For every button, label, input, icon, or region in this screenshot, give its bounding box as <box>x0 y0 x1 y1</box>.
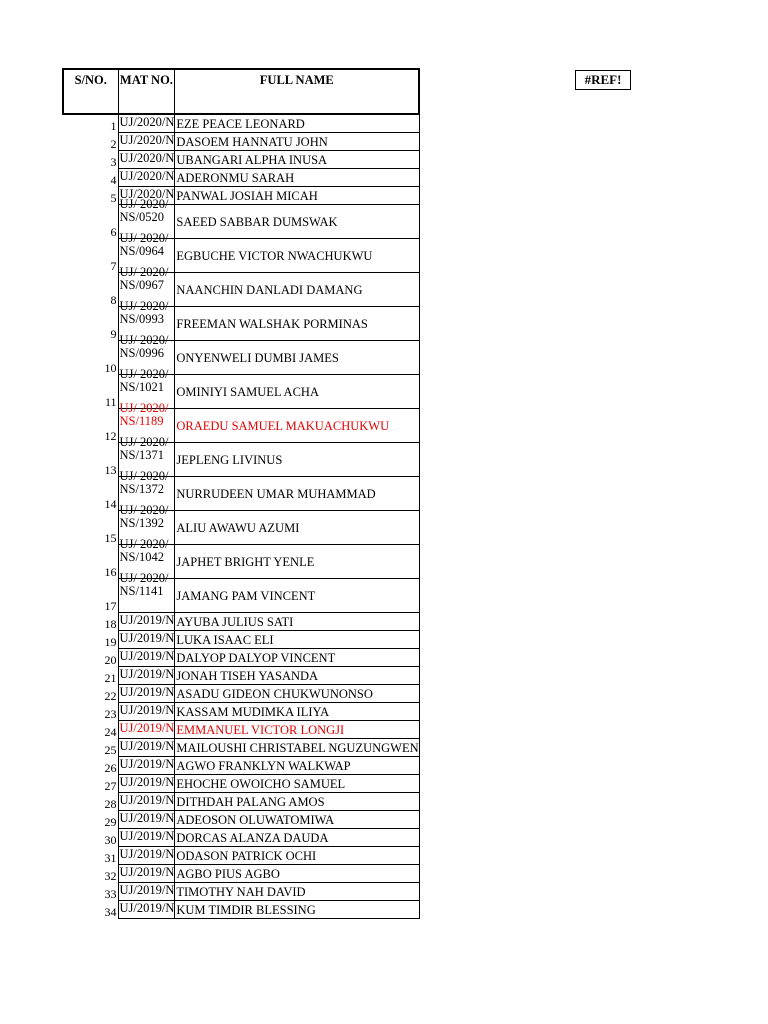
mat-no-cell[interactable] <box>118 739 175 757</box>
full-name-cell[interactable] <box>175 757 419 775</box>
header-row <box>63 69 419 114</box>
serial-number-cell[interactable]: 6 <box>110 224 117 239</box>
full-name-cell[interactable] <box>175 883 419 901</box>
serial-number-cell[interactable]: 32 <box>104 868 117 883</box>
mat-no-text: UJ/2019/N <box>119 793 175 807</box>
full-name-text: JAPHET BRIGHT YENLE <box>176 554 315 569</box>
ref-error-cell[interactable]: #REF! <box>575 70 631 90</box>
full-name-cell[interactable] <box>175 114 419 133</box>
mat-no-text: UJ/ 2020/ NS/1189 <box>119 401 169 428</box>
full-name-text: NURRUDEEN UMAR MUHAMMAD <box>176 486 376 501</box>
full-name-cell[interactable] <box>175 133 419 151</box>
full-name-text: UBANGARI ALPHA INUSA <box>176 152 328 167</box>
header-full-name[interactable]: FULL NAME <box>175 69 419 114</box>
full-name-cell[interactable] <box>175 847 419 865</box>
full-name-cell[interactable] <box>175 273 419 307</box>
mat-no-cell[interactable] <box>118 133 175 151</box>
full-name-cell[interactable] <box>175 667 419 685</box>
mat-no-cell[interactable] <box>118 631 175 649</box>
serial-number-cell[interactable]: 21 <box>104 670 117 685</box>
serial-number-cell[interactable]: 11 <box>104 394 117 409</box>
mat-no-cell[interactable] <box>118 757 175 775</box>
full-name-text: DITHDAH PALANG AMOS <box>176 794 325 809</box>
table-row <box>63 703 419 721</box>
full-name-text: JONAH TISEH YASANDA <box>176 668 319 683</box>
full-name-text: ONYENWELI DUMBI JAMES <box>176 350 339 365</box>
mat-no-text: UJ/2019/N <box>119 811 175 825</box>
mat-no-cell[interactable] <box>118 571 175 613</box>
full-name-text: DASOEM HANNATU JOHN <box>176 134 328 149</box>
mat-no-text: UJ/2019/N <box>119 757 175 771</box>
mat-no-cell[interactable] <box>118 847 175 865</box>
full-name-text: AGWO FRANKLYN WALKWAP <box>176 758 351 773</box>
full-name-cell[interactable] <box>175 187 419 205</box>
full-name-text: SAEED SABBAR DUMSWAK <box>176 214 338 229</box>
full-name-cell[interactable] <box>175 685 419 703</box>
serial-number-cell[interactable]: 18 <box>104 616 117 631</box>
serial-number-cell[interactable]: 10 <box>104 360 117 375</box>
full-name-text: NAANCHIN DANLADI DAMANG <box>176 282 363 297</box>
mat-no-cell[interactable] <box>118 865 175 883</box>
serial-number-cell[interactable]: 4 <box>110 172 117 187</box>
table-body <box>63 114 419 919</box>
serial-number-cell[interactable]: 20 <box>104 652 117 667</box>
mat-no-cell[interactable] <box>118 829 175 847</box>
full-name-cell[interactable] <box>175 901 419 919</box>
table-row <box>63 721 419 739</box>
full-name-text: ODASON PATRICK OCHI <box>176 848 317 863</box>
full-name-cell[interactable] <box>175 613 419 631</box>
mat-no-text: UJ/ 2020/ NS/0996 <box>119 333 169 360</box>
mat-no-cell[interactable] <box>118 114 175 133</box>
table-row <box>63 341 419 375</box>
full-name-cell[interactable] <box>175 307 419 341</box>
full-name-text: ORAEDU SAMUEL MAKUACHUKWU <box>176 418 390 433</box>
mat-no-cell[interactable] <box>118 649 175 667</box>
table-row <box>63 375 419 409</box>
full-name-text: LUKA ISAAC ELI <box>176 632 274 647</box>
table-row <box>63 811 419 829</box>
full-name-cell[interactable] <box>175 739 419 757</box>
mat-no-cell[interactable] <box>118 901 175 919</box>
full-name-cell[interactable] <box>175 793 419 811</box>
table-row <box>63 477 419 511</box>
serial-number-cell[interactable]: 26 <box>104 760 117 775</box>
full-name-cell[interactable] <box>175 239 419 273</box>
mat-no-cell[interactable] <box>118 667 175 685</box>
serial-number-cell[interactable]: 13 <box>104 462 117 477</box>
full-name-text: JAMANG PAM VINCENT <box>176 588 316 603</box>
mat-no-text: UJ/2019/N <box>119 685 175 699</box>
serial-number-cell[interactable]: 15 <box>104 530 117 545</box>
full-name-cell[interactable] <box>175 721 419 739</box>
full-name-cell[interactable] <box>175 169 419 187</box>
full-name-text: ALIU AWAWU AZUMI <box>176 520 300 535</box>
table-row <box>63 829 419 847</box>
header-mat-no[interactable]: MAT NO. <box>118 69 175 114</box>
full-name-cell[interactable] <box>175 775 419 793</box>
full-name-text: EGBUCHE VICTOR NWACHUKWU <box>176 248 373 263</box>
table-row <box>63 443 419 477</box>
serial-number-cell[interactable]: 1 <box>110 118 117 133</box>
serial-number-cell[interactable]: 28 <box>104 796 117 811</box>
full-name-text: TIMOTHY NAH DAVID <box>176 884 306 899</box>
mat-no-text: UJ/ 2020/ NS/0520 <box>119 197 169 224</box>
table-row <box>63 579 419 613</box>
full-name-cell[interactable] <box>175 631 419 649</box>
mat-no-cell[interactable] <box>118 151 175 169</box>
full-name-text: AYUBA JULIUS SATI <box>176 614 294 629</box>
mat-no-text: UJ/2019/N <box>119 829 175 843</box>
full-name-text: KUM TIMDIR BLESSING <box>176 902 316 917</box>
full-name-text: ADERONMU SARAH <box>176 170 295 185</box>
serial-number-cell[interactable]: 16 <box>104 564 117 579</box>
serial-number-cell[interactable]: 8 <box>110 292 117 307</box>
table-row <box>63 865 419 883</box>
mat-no-cell[interactable] <box>118 703 175 721</box>
table-row <box>63 133 419 151</box>
mat-no-text: UJ/2019/N <box>119 649 175 663</box>
table-row <box>63 151 419 169</box>
full-name-cell[interactable] <box>175 477 419 511</box>
table-row <box>63 114 419 133</box>
mat-no-cell[interactable] <box>118 685 175 703</box>
serial-number-cell[interactable]: 29 <box>104 814 117 829</box>
mat-no-text: UJ/ 2020/ NS/0967 <box>119 265 169 292</box>
table-row <box>63 511 419 545</box>
serial-number-cell[interactable]: 31 <box>104 850 117 865</box>
full-name-text: EMMANUEL VICTOR LONGJI <box>176 722 345 737</box>
mat-no-cell[interactable] <box>118 613 175 631</box>
full-name-text: MAILOUSHI CHRISTABEL NGUZUNGWEN <box>176 740 419 755</box>
full-name-cell[interactable] <box>175 151 419 169</box>
mat-no-text: UJ/2020/N <box>119 151 175 165</box>
table-row <box>63 205 419 239</box>
full-name-text: EZE PEACE LEONARD <box>176 116 305 131</box>
full-name-cell[interactable] <box>175 545 419 579</box>
mat-no-text: UJ/2020/N <box>119 187 175 201</box>
serial-number-cell[interactable]: 24 <box>104 724 117 739</box>
serial-number-cell[interactable]: 27 <box>104 778 117 793</box>
table-row <box>63 847 419 865</box>
serial-number-cell[interactable]: 2 <box>110 136 117 151</box>
full-name-cell[interactable] <box>175 205 419 239</box>
full-name-text: EHOCHE OWOICHO SAMUEL <box>176 776 346 791</box>
full-name-text: DALYOP DALYOP VINCENT <box>176 650 336 665</box>
serial-number-cell[interactable]: 34 <box>104 904 117 919</box>
table-row <box>63 775 419 793</box>
mat-no-text: UJ/ 2020/ NS/1372 <box>119 469 169 496</box>
full-name-cell[interactable] <box>175 511 419 545</box>
table-row <box>63 739 419 757</box>
full-name-text: KASSAM MUDIMKA ILIYA <box>176 704 330 719</box>
mat-no-text: UJ/ 2020/ NS/0993 <box>119 299 169 326</box>
mat-no-cell[interactable] <box>118 169 175 187</box>
mat-no-text: UJ/2019/N <box>119 739 175 753</box>
mat-no-text: UJ/2019/N <box>119 721 175 735</box>
mat-no-text: UJ/2019/N <box>119 631 175 645</box>
serial-number-cell[interactable]: 30 <box>104 832 117 847</box>
serial-number-cell[interactable]: 19 <box>104 634 117 649</box>
serial-number-cell[interactable]: 14 <box>104 496 117 511</box>
table-row <box>63 649 419 667</box>
table-row <box>63 793 419 811</box>
mat-no-cell[interactable] <box>118 883 175 901</box>
full-name-cell[interactable] <box>175 579 419 613</box>
full-name-cell[interactable] <box>175 443 419 477</box>
header-sn[interactable]: S/NO. <box>63 69 118 114</box>
full-name-cell[interactable] <box>175 811 419 829</box>
full-name-text: ADEOSON OLUWATOMIWA <box>176 812 335 827</box>
mat-no-text: UJ/ 2020/ NS/1392 <box>119 503 169 530</box>
mat-no-text: UJ/2020/N <box>119 133 175 147</box>
mat-no-text: UJ/2019/N <box>119 667 175 681</box>
full-name-text: DORCAS ALANZA DAUDA <box>176 830 329 845</box>
serial-number-cell[interactable]: 23 <box>104 706 117 721</box>
student-list-table <box>62 68 420 919</box>
full-name-text: JEPLENG LIVINUS <box>176 452 283 467</box>
table-row <box>63 757 419 775</box>
full-name-text: PANWAL JOSIAH MICAH <box>176 188 318 203</box>
serial-number-cell[interactable]: 33 <box>104 886 117 901</box>
mat-no-text: UJ/2019/N <box>119 613 175 627</box>
serial-number-cell[interactable]: 17 <box>104 598 117 613</box>
mat-no-text: UJ/2019/N <box>119 901 175 915</box>
full-name-text: ASADU GIDEON CHUKWUNONSO <box>176 686 373 701</box>
serial-number-cell[interactable]: 3 <box>110 154 117 169</box>
full-name-text: FREEMAN WALSHAK PORMINAS <box>176 316 368 331</box>
table-row <box>63 187 419 205</box>
mat-no-text: UJ/2019/N <box>119 703 175 717</box>
mat-no-cell[interactable] <box>118 811 175 829</box>
mat-no-text: UJ/2019/N <box>119 847 175 861</box>
serial-number-cell[interactable]: 5 <box>110 190 117 205</box>
mat-no-cell[interactable] <box>118 793 175 811</box>
mat-no-cell[interactable] <box>118 775 175 793</box>
mat-no-text: UJ/2020/N <box>119 169 175 183</box>
table-row <box>63 631 419 649</box>
full-name-cell[interactable] <box>175 375 419 409</box>
table-row <box>63 613 419 631</box>
table-row <box>63 273 419 307</box>
serial-number-cell[interactable]: 9 <box>110 326 117 341</box>
full-name-text: AGBO PIUS AGBO <box>176 866 280 881</box>
mat-no-text: UJ/ 2020/ NS/1371 <box>119 435 169 462</box>
mat-no-text: UJ/ 2020/ NS/1021 <box>119 367 169 394</box>
table-row <box>63 545 419 579</box>
serial-number-cell[interactable]: 22 <box>104 688 117 703</box>
full-name-cell[interactable] <box>175 865 419 883</box>
serial-number-cell[interactable]: 7 <box>110 258 117 273</box>
full-name-cell[interactable] <box>175 649 419 667</box>
mat-no-text: UJ/ 2020/ NS/1141 <box>119 571 169 598</box>
mat-no-text: UJ/2019/N <box>119 865 175 879</box>
table-row <box>63 409 419 443</box>
serial-number-cell[interactable]: 25 <box>104 742 117 757</box>
full-name-cell[interactable] <box>175 703 419 721</box>
mat-no-text: UJ/ 2020/ NS/0964 <box>119 231 169 258</box>
full-name-cell[interactable] <box>175 341 419 375</box>
table-row <box>63 239 419 273</box>
table-row <box>63 901 419 919</box>
table-row <box>63 307 419 341</box>
full-name-cell[interactable] <box>175 409 419 443</box>
mat-no-cell[interactable] <box>118 721 175 739</box>
table-row <box>63 169 419 187</box>
table-row <box>63 667 419 685</box>
table-row <box>63 685 419 703</box>
mat-no-text: UJ/2019/N <box>119 775 175 789</box>
mat-no-text: UJ/2020/N <box>119 115 175 129</box>
full-name-text: OMINIYI SAMUEL ACHA <box>176 384 319 399</box>
table-row <box>63 883 419 901</box>
serial-number-cell[interactable]: 12 <box>104 428 117 443</box>
mat-no-text: UJ/2019/N <box>119 883 175 897</box>
full-name-cell[interactable] <box>175 829 419 847</box>
mat-no-text: UJ/ 2020/ NS/1042 <box>119 537 169 564</box>
